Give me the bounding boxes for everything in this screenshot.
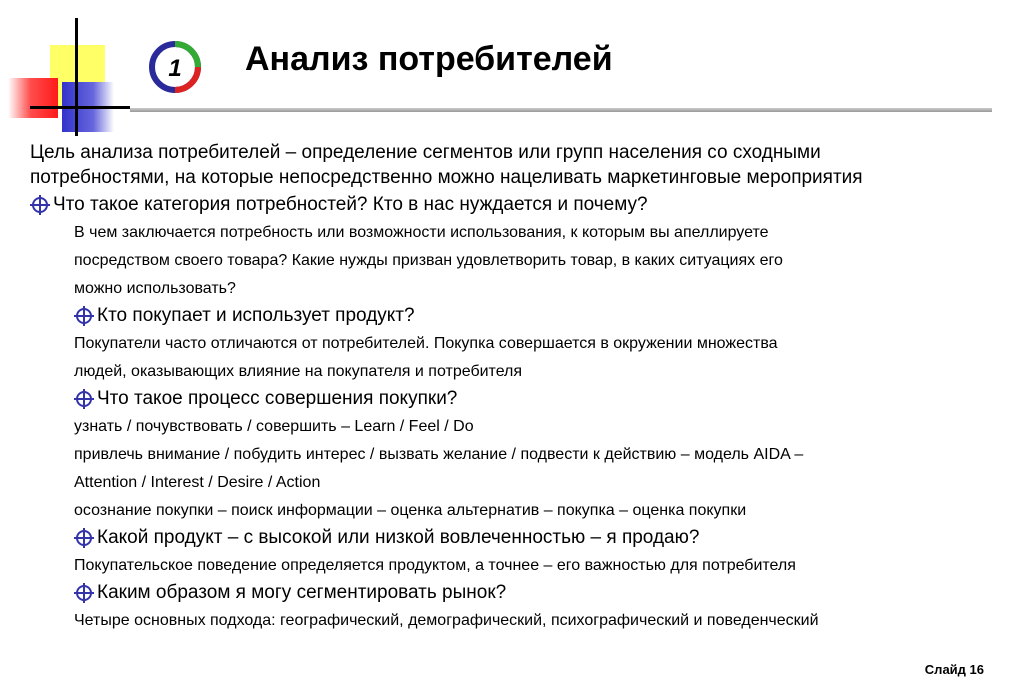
crosshair-bullet-icon xyxy=(74,583,94,603)
section-question xyxy=(97,527,1000,549)
section-question xyxy=(97,388,1000,410)
decor-vertical-line xyxy=(75,18,78,136)
question-text: Что такое процесс совершения покупки? xyxy=(97,388,458,409)
section xyxy=(97,527,1000,549)
answer-line: Покупательское поведение определяется продуктом, а точнее – его важностью для потребителя xyxy=(74,557,796,574)
answer-line: можно использовать? xyxy=(74,280,236,297)
intro-line: потребностями, на которые непосредственно можно нацеливать маркетинговые мероприятия xyxy=(30,167,863,188)
section xyxy=(97,388,1000,410)
answer-line: узнать / почувствовать / совершить – Learn / Feel / Do xyxy=(74,418,474,435)
section xyxy=(53,194,1000,216)
crosshair-bullet-icon xyxy=(74,528,94,548)
intro-line: Цель анализа потребителей – определение сегментов или групп населения со сходными xyxy=(30,142,821,163)
crosshair-bullet-icon xyxy=(74,306,94,326)
decor-horizontal-line xyxy=(30,106,130,109)
section-question xyxy=(53,194,1000,216)
question-text: Что такое категория потребностей? Кто в нас нуждается и почему? xyxy=(53,194,648,215)
section-question xyxy=(97,582,1000,604)
crosshair-bullet-icon xyxy=(30,195,50,215)
number-badge-icon xyxy=(148,40,202,94)
crosshair-bullet-icon xyxy=(74,389,94,409)
answer-line: людей, оказывающих влияние на покупателя и потребителя xyxy=(74,363,523,380)
answer-line: Четыре основных подхода: географический, демографический, психографический и поведенческий xyxy=(74,612,819,629)
question-text: Какой продукт – с высокой или низкой вовлеченностью – я продаю? xyxy=(97,527,700,548)
section xyxy=(97,582,1000,604)
question-text: Каким образом я могу сегментировать рынок? xyxy=(97,582,507,603)
answer-line: Покупатели часто отличаются от потребителей. Покупка совершается в окружении множества xyxy=(74,335,778,352)
badge-number: 1 xyxy=(168,55,182,82)
decor-red-square xyxy=(8,78,58,118)
slide-title: Анализ потребителей xyxy=(245,40,613,78)
title-underline xyxy=(130,108,992,112)
section-question xyxy=(97,305,1000,327)
slide-number: Слайд 16 xyxy=(924,662,984,677)
answer-line: привлечь внимание / побудить интерес / вызвать желание / подвести к действию – модель AIDA – xyxy=(74,446,804,463)
section xyxy=(97,305,1000,327)
question-text: Кто покупает и использует продукт? xyxy=(97,305,415,326)
answer-line: В чем заключается потребность или возможности использования, к которым вы апеллируете xyxy=(74,224,769,241)
answer-line: осознание покупки – поиск информации – оценка альтернатив – покупка – оценка покупки xyxy=(74,502,747,519)
answer-line: Attention / Interest / Desire / Action xyxy=(74,474,321,491)
slide-content xyxy=(30,140,1000,635)
answer-line: посредством своего товара? Какие нужды призван удовлетворить товар, в каких ситуациях его xyxy=(74,252,783,269)
